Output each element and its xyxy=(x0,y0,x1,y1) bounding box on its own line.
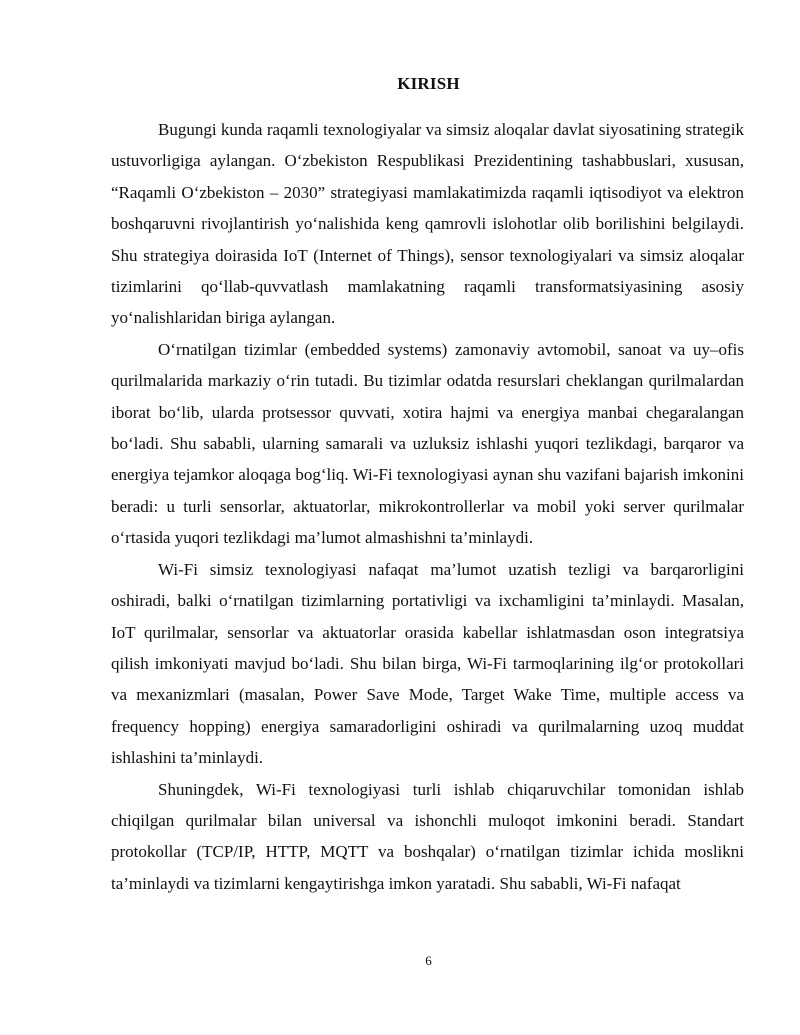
body-text xyxy=(111,114,744,899)
paragraph-1: Bugungi kunda raqamli texnologiyalar va simsiz aloqalar davlat siyosatining strategik ustuvorligiga aylangan. O‘zbekiston Respublikasi Prezidentining tashabbuslari, xususan, “Raqamli O‘zbekiston – 2030” strategiyasi mamlakatimizda raqamli iqtisodiyot va elektron boshqaruvni rivojlantirish yo‘nalishida keng qamrovli islohotlar olib borilishini belgilaydi. Shu strategiya doirasida IoT (Internet of Things), sensor texnologiyalari va simsiz aloqalar tizimlarini qo‘llab-quvvatlash mamlakatning raqamli transformatsiyasining asosiy yo‘nalishlaridan biriga aylangan. xyxy=(111,120,744,328)
page-number: 6 xyxy=(425,953,432,968)
section-heading: KIRISH xyxy=(397,74,460,93)
paragraph-2: O‘rnatilgan tizimlar (embedded systems) zamonaviy avtomobil, sanoat va uy–ofis qurilmalarida markaziy o‘rin tutadi. Bu tizimlar odatda resurslari cheklangan qurilmalardan iborat bo‘lib, ularda protsessor quvvati, xotira hajmi va energiya manbai chegaralangan bo‘ladi. Shu sababli, ularning samarali va uzluksiz ishlashi yuqori tezlikdagi, barqaror va energiya tejamkor aloqaga bog‘liq. Wi-Fi texnologiyasi aynan shu vazifani bajarish imkonini beradi: u turli sensorlar, aktuatorlar, mikrokontrollerlar va mobil yoki server qurilmalar o‘rtasida yuqori tezlikdagi ma’lumot almashishni ta’minlaydi. xyxy=(111,339,744,548)
paragraph-3: Wi-Fi simsiz texnologiyasi nafaqat ma’lumot uzatish tezligi va barqarorligini oshiradi, balki o‘rnatilgan tizimlarning portativligi va ixchamligini ta’minlaydi. Masalan, IoT qurilmalar, sensorlar va aktuatorlar orasida kabellar ishlatmasdan oson integratsiya qilish imkoniyati mavjud bo‘ladi. Shu bilan birga, Wi-Fi tarmoqlarining ilg‘or protokollari va mexanizmlari (masalan, Power Save Mode, Target Wake Time, multiple access va frequency hopping) energiya samaradorligini oshiradi va qurilmalarning uzoq muddat ishlashini ta’minlaydi. xyxy=(111,559,744,768)
paragraph-4: Shuningdek, Wi-Fi texnologiyasi turli ishlab chiqaruvchilar tomonidan ishlab chiqilgan qurilmalar bilan universal va ishonchli muloqot imkonini beradi. Standart protokollar (TCP/IP, HTTP, MQTT va boshqalar) o‘rnatilgan tizimlar ichida moslikni ta’minlaydi va tizimlarni kengaytirishga imkon yaratadi. Shu sababli, Wi-Fi nafaqat xyxy=(111,779,744,893)
